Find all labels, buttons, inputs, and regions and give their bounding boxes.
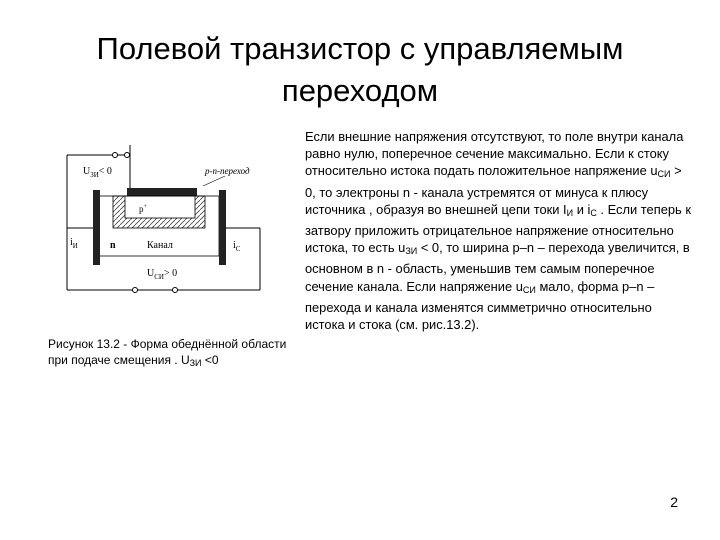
figure-caption: Рисунок 13.2 - Форма обеднённой области при подаче смещения . $U_{ЗИ} <0$: [48, 337, 287, 368]
label-i-c: $i_С$: [233, 240, 241, 253]
transistor-figure: [55, 140, 295, 330]
body-paragraph: Если внешние напряжения отсутствуют, то поле внутри канала равно нулю, поперечное сечение максимально. Если к стоку относительно истока подать положительное напряжение $u_{СИ} > 0$, то электроны n - канала устремятся от минуса к плюсу источника , образуя во внешней цепи токи $I_И$ и $i_С$ . Если теперь к затвору приложить отрицательное напряжение относительно истока, то есть $u_{ЗИ} < 0$, то ширина p–n – перехода увеличится, в основном в n - область, уменьшив тем самым поперечное сечение канала. Если напряжение $u_{СИ}$ мало, форма p–n – перехода и канала изменятся симметрично относительно истока и стока (см. рис.13.2).: [305, 129, 691, 333]
jfet-diagram: [55, 140, 295, 330]
label-n: n: [110, 240, 116, 251]
page-number: 2: [670, 494, 678, 510]
title-line-1: Полевой транзистор с управляемым: [96, 31, 624, 66]
title-line-2: переходом: [281, 73, 439, 108]
slide-title: [60, 28, 660, 112]
label-pn: p-n-переход: [205, 166, 250, 176]
label-u-zi: $U_{ЗИ}< 0$: [83, 166, 112, 179]
label-u-si: $U_{СИ}> 0$: [147, 268, 178, 281]
label-i-i: $i_И$: [70, 237, 78, 250]
label-p-plus: p+: [139, 204, 147, 214]
label-kanal: Канал: [147, 240, 173, 251]
